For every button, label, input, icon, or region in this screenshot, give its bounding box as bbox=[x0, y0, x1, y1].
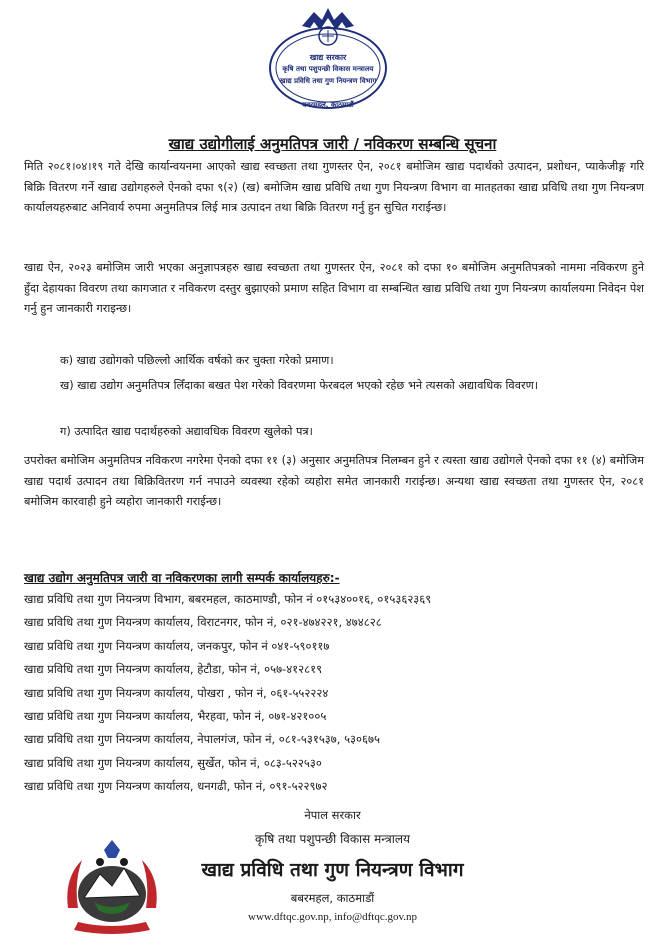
footer-government: नेपाल सरकार bbox=[304, 808, 361, 822]
footer-web-email[interactable]: www.dftqc.gov.np, info@dftqc.gov.np bbox=[248, 911, 417, 923]
contacts-list bbox=[24, 588, 644, 799]
contact-office: खाद्य प्रविधि तथा गुण नियन्त्रण कार्यालय, धनगढी, फोन नं, ०९१-५२२९७२ bbox=[24, 779, 328, 794]
nepal-emblem bbox=[60, 838, 164, 938]
seal-line-4: बबरमहल, काठमाडौं bbox=[302, 101, 354, 109]
list-item-kha: ख) खाद्य उद्योग अनुमतिपत्र लिँदाका बखत पेश गरेको विवरणमा फेरबदल भएको रहेछ भने त्यसको अद्यावधिक विवरण। bbox=[60, 379, 539, 392]
seal-line-3: खाद्य प्रविधि तथा गुण नियन्त्रण विभाग bbox=[279, 77, 377, 85]
footer-ministry: कृषि तथा पशुपन्छी विकास मन्त्रालय bbox=[255, 832, 410, 846]
contact-office: खाद्य प्रविधि तथा गुण नियन्त्रण कार्यालय, पोखरा , फोन नं, ०६१-५५२२२४ bbox=[24, 685, 329, 700]
contacts-heading: खाद्य उद्योग अनुमतिपत्र जारी वा नविकरणका लागी सम्पर्क कार्यालयहरु:- bbox=[24, 571, 340, 585]
notice-paragraph-3: उपरोक्त बमोजिम अनुमतिपत्र नविकरण नगरेमा ऐनको दफा ११ (३) अनुसार अनुमतिपत्र निलम्बन हुने र त्यस्ता खाद्य उद्योगले ऐनको दफा ११ (४) बमोजिम खाद्य पदार्थ उत्पादन तथा बिक्रिवितरण गर्न नपाउने व्यवस्था रहेको व्यहोरा समेत जानकारी गराईन्छ। अन्यथा खाद्य स्वच्छता तथा गुणस्तर ऐन, २०८१ बमोजिम कारवाही हुने व्यहोरा जानकारी गराईन्छ। bbox=[24, 454, 644, 508]
contact-office: खाद्य प्रविधि तथा गुण नियन्त्रण कार्यालय, सुर्खेत, फोन नं, ०८३-५२२५३० bbox=[24, 755, 322, 770]
department-seal bbox=[262, 4, 394, 120]
national-emblem-icon bbox=[60, 838, 164, 938]
contact-office: खाद्य प्रविधि तथा गुण नियन्त्रण विभाग, बबरमहल, काठमाण्डौ, फोन नं ०१५३४००१६, ०१५३६२३६९ bbox=[24, 592, 432, 606]
list-item-ga: ग) उत्पादित खाद्य पदार्थहरुको अद्यावधिक विवरण खुलेको पत्र। bbox=[60, 425, 313, 438]
contact-office: खाद्य प्रविधि तथा गुण नियन्त्रण कार्यालय, विराटनगर, फोन नं, ०२१-४७४२२१, ४७४८२८ bbox=[24, 615, 382, 630]
notice-paragraph-2: खाद्य ऐन, २०२३ बमोजिम जारी भएका अनुज्ञापत्रहरु खाद्य स्वच्छता तथा गुणस्तर ऐन, २०८१ को दफा १० बमोजिम अनुमतिपत्रको नाममा नविकरण हुने हुँदा देहायका विवरण तथा कागजात र नविकरण दस्तुर बुझाएको प्रमाण सहित विभाग वा सम्बन्धित खाद्य प्रविधि तथा गुण नियन्त्रण कार्यालयमा निवेदन पेश गर्नु हुन जानकारी गराइन्छ। bbox=[24, 261, 644, 315]
list-item-ka: क) खाद्य उद्योगको पछिल्लो आर्थिक वर्षको कर चुक्ता गरेको प्रमाण। bbox=[60, 354, 334, 367]
seal-line-2: कृषि तथा पशुपन्छी विकास मन्त्रालय bbox=[282, 65, 374, 73]
contact-office: खाद्य प्रविधि तथा गुण नियन्त्रण कार्यालय, भैरहवा, फोन नं, ०७१-४२१००५ bbox=[24, 708, 327, 723]
footer-department: खाद्य प्रविधि तथा गुण नियन्त्रण विभाग bbox=[201, 859, 464, 881]
contact-office: खाद्य प्रविधि तथा गुण नियन्त्रण कार्यालय, जनकपुर, फोन नं ०४१-५९०११७ bbox=[24, 638, 330, 653]
contact-office: खाद्य प्रविधि तथा गुण नियन्त्रण कार्यालय, हेटौडा, फोन नं, ०५७-४१२८१९ bbox=[24, 662, 323, 677]
seal-line-1: खाद्य सरकार bbox=[309, 53, 347, 62]
contact-office: खाद्य प्रविधि तथा गुण नियन्त्रण कार्यालय, नेपालगंज, फोन नं, ०८१-५३१५३७, ५३०६७५ bbox=[24, 732, 380, 747]
footer-address: बबरमहल, काठमाडौं bbox=[290, 891, 375, 905]
notice-title: खाद्य उद्योगीलाई अनुमतिपत्र जारी / नविकरण सम्बन्धि सूचना bbox=[168, 135, 497, 153]
notice-paragraph-1: मिति २०८१।०४।१९ गते देखि कार्यान्वयनमा आएको खाद्य स्वच्छता तथा गुणस्तर ऐन, २०८१ बमोजिम खाद्य पदार्थको उत्पादन, प्रशोधन, प्याकेजीङ्ग गरि बिक्रि वितरण गर्ने खाद्य उद्योगहरुले ऐनको दफा ९(२) (ख) बमोजिम खाद्य प्रविधि तथा गुण नियन्त्रण विभाग वा मातहतका खाद्य प्रविधि तथा गुण नियन्त्रण कार्यालयहरुबाट अनिवार्य रुपमा अनुमतिपत्र लिई मात्र उत्पादन तथा बिक्रि वितरण गर्नु हुन सुचित गराईन्छ। bbox=[24, 160, 644, 214]
